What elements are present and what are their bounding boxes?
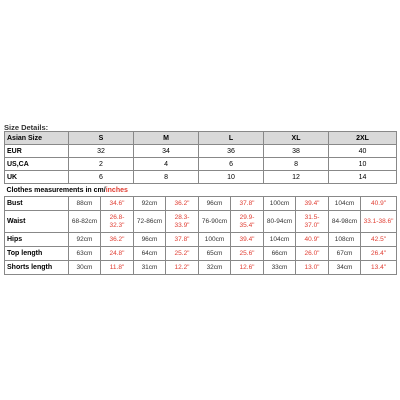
inch-value: 37.8" [166,233,199,247]
measurement-row [5,247,397,261]
cm-value: 31cm [134,261,166,275]
measurement-row [5,197,397,211]
inch-value: 24.8" [101,247,134,261]
size-value: 14 [329,171,397,184]
cm-value: 80-94cm [264,211,296,233]
size-row [5,145,397,158]
inch-value: 40.9" [296,233,329,247]
section-heading-highlight: inches [105,186,128,194]
inch-value: 37.8" [231,197,264,211]
cm-value: 96cm [199,197,231,211]
inch-value: 13.0" [296,261,329,275]
size-value: 40 [329,145,397,158]
inch-value: 26.8-32.3" [101,211,134,233]
cm-value: 66cm [264,247,296,261]
size-row [5,158,397,171]
inch-value: 28.3-33.9" [166,211,199,233]
size-value: 34 [134,145,199,158]
size-value: 32 [69,145,134,158]
cm-value: 63cm [69,247,101,261]
size-value: 36 [199,145,264,158]
size-value: 2 [69,158,134,171]
size-header-m: M [134,132,199,145]
size-header-s: S [69,132,134,145]
size-value: 6 [69,171,134,184]
inch-value: 26.4" [361,247,397,261]
inch-value: 31.5-37.0" [296,211,329,233]
header-row [5,132,397,145]
inch-value: 39.4" [231,233,264,247]
size-header-xl: XL [264,132,329,145]
cm-value: 34cm [329,261,361,275]
size-details-title: Size Details: [4,123,49,132]
inch-value: 12.6" [231,261,264,275]
row-label: Bust [5,197,69,211]
size-value: 10 [329,158,397,171]
inch-value: 34.6" [101,197,134,211]
inch-value: 11.8" [101,261,134,275]
cm-value: 100cm [199,233,231,247]
row-label: Hips [5,233,69,247]
row-label: Top length [5,247,69,261]
inch-value: 29.9-35.4" [231,211,264,233]
size-value: 8 [264,158,329,171]
measurement-row [5,261,397,275]
inch-value: 33.1-38.6" [361,211,397,233]
header-label: Asian Size [5,132,69,145]
cm-value: 104cm [329,197,361,211]
inch-value: 25.2" [166,247,199,261]
size-chart-table [4,131,397,275]
size-value: 38 [264,145,329,158]
inch-value: 12.2" [166,261,199,275]
inch-value: 39.4" [296,197,329,211]
cm-value: 88cm [69,197,101,211]
inch-value: 42.5" [361,233,397,247]
inch-value: 13.4" [361,261,397,275]
cm-value: 96cm [134,233,166,247]
size-header-l: L [199,132,264,145]
cm-value: 104cm [264,233,296,247]
section-heading [5,184,397,197]
size-value: 4 [134,158,199,171]
cm-value: 100cm [264,197,296,211]
row-label: EUR [5,145,69,158]
cm-value: 72-86cm [134,211,166,233]
cm-value: 30cm [69,261,101,275]
cm-value: 33cm [264,261,296,275]
inch-value: 36.2" [101,233,134,247]
inch-value: 36.2" [166,197,199,211]
cm-value: 67cm [329,247,361,261]
inch-value: 25.6" [231,247,264,261]
section-heading-prefix: Clothes measurements in cm/ [6,186,106,194]
size-value: 12 [264,171,329,184]
cm-value: 76-90cm [199,211,231,233]
row-label: Waist [5,211,69,233]
size-header-2xl: 2XL [329,132,397,145]
size-row [5,171,397,184]
size-value: 8 [134,171,199,184]
row-label: US,CA [5,158,69,171]
row-label: Shorts length [5,261,69,275]
section-row [5,184,397,197]
size-value: 6 [199,158,264,171]
measurement-row [5,233,397,247]
inch-value: 26.0" [296,247,329,261]
cm-value: 92cm [69,233,101,247]
cm-value: 68-82cm [69,211,101,233]
cm-value: 65cm [199,247,231,261]
cm-value: 84-98cm [329,211,361,233]
cm-value: 32cm [199,261,231,275]
cm-value: 108cm [329,233,361,247]
size-value: 10 [199,171,264,184]
cm-value: 92cm [134,197,166,211]
measurement-row [5,211,397,233]
inch-value: 40.9" [361,197,397,211]
row-label: UK [5,171,69,184]
cm-value: 64cm [134,247,166,261]
